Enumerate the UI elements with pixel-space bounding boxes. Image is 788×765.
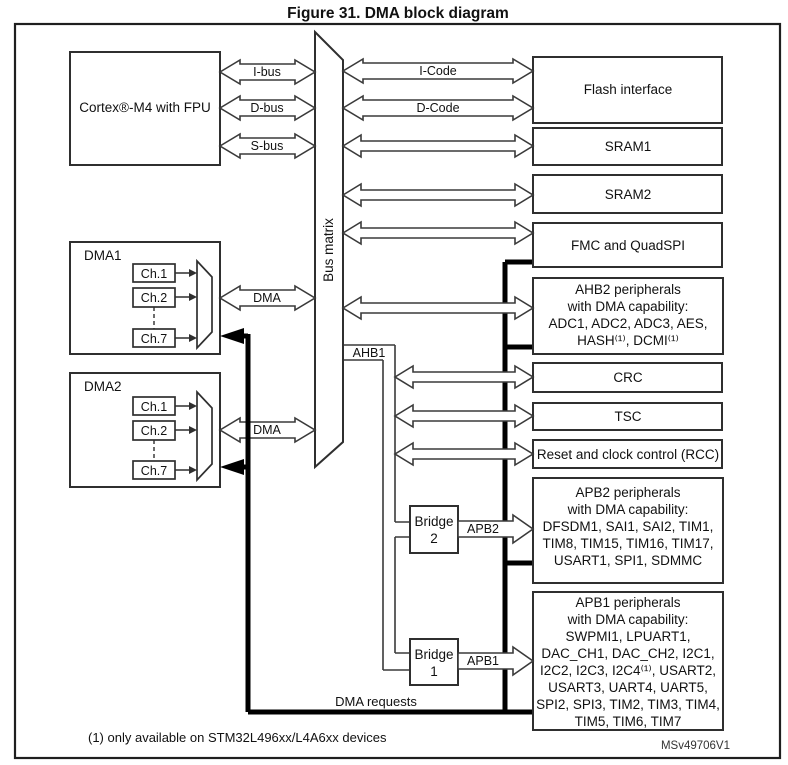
cortex-label: Cortex®-M4 with FPU	[79, 100, 211, 115]
ahb2-line-1: AHB2 peripherals	[575, 282, 681, 297]
fmc-arrow	[343, 222, 533, 244]
tsc-arrow	[395, 405, 533, 427]
apb1-line-1: APB1 peripherals	[575, 595, 681, 610]
sram1-arrow	[343, 135, 533, 157]
tsc-label: TSC	[614, 409, 642, 424]
dma-requests-left-trunk-line	[243, 334, 248, 712]
footnote: (1) only available on STM32L496xx/L4A6xx devices	[88, 730, 387, 745]
apb1-line-2: with DMA capability:	[567, 612, 689, 627]
icode-label: I-Code	[419, 64, 457, 78]
sbus-label: S-bus	[250, 139, 284, 153]
ahb2-line-3: ADC1, ADC2, ADC3, AES,	[548, 316, 708, 331]
apb1-arrow-label: APB1	[467, 654, 499, 668]
dma2-mux-shape	[197, 392, 212, 480]
dma2-ch2-label: Ch.2	[140, 424, 168, 438]
apb2-line-3: DFSDM1, SAI1, SAI2, TIM1,	[542, 519, 714, 534]
apb2-line-1: APB2 peripherals	[575, 485, 681, 500]
dma2-ch1-label: Ch.1	[140, 400, 168, 414]
bus-matrix-label: Bus matrix	[321, 218, 336, 282]
dma-requests-label: DMA requests	[335, 694, 417, 709]
dma1-label: DMA1	[84, 248, 122, 263]
flash-label: Flash interface	[583, 82, 673, 97]
rcc-arrow	[395, 443, 533, 465]
apb1-line-7: SPI2, SPI3, TIM2, TIM3, TIM4,	[536, 697, 720, 712]
apb2-line-4: TIM8, TIM15, TIM16, TIM17,	[542, 536, 714, 551]
sram2-label: SRAM2	[604, 187, 652, 202]
dma2-label: DMA2	[84, 379, 122, 394]
bridge1-label-1: Bridge	[414, 647, 454, 662]
watermark: MSv49706V1	[660, 740, 730, 752]
bridge2-label-2: 2	[430, 531, 438, 546]
dma2-bus-label: DMA	[253, 423, 281, 437]
apb1-line-8: TIM5, TIM6, TIM7	[574, 714, 682, 729]
apb1-line-4: DAC_CH1, DAC_CH2, I2C1,	[541, 646, 715, 661]
apb1-line-6: USART3, UART4, UART5,	[548, 680, 708, 695]
bridge1-label-2: 1	[430, 664, 438, 679]
ahb2-line-2: with DMA capability:	[567, 299, 689, 314]
dma-requests-trunk-line	[248, 262, 533, 712]
dma1-bus-label: DMA	[253, 291, 281, 305]
figure-title: Figure 31. DMA block diagram	[287, 5, 509, 22]
dma2-request-arrowhead	[220, 459, 244, 475]
bridge2-label-1: Bridge	[414, 514, 454, 529]
ahb2-line-4: HASH⁽¹⁾, DCMI⁽¹⁾	[577, 333, 679, 348]
ahb1-label: AHB1	[352, 346, 386, 360]
apb2-line-5: USART1, SPI1, SDMMC	[553, 553, 703, 568]
apb2-arrow-label: APB2	[467, 522, 499, 536]
dma1-ch2-label: Ch.2	[140, 291, 168, 305]
dma1-request-arrowhead	[220, 328, 244, 344]
dcode-label: D-Code	[416, 101, 460, 115]
sram1-label: SRAM1	[604, 139, 652, 154]
dma1-ch7-label: Ch.7	[140, 332, 168, 346]
ahb1-bus-line	[343, 345, 410, 670]
apb1-line-5: I2C2, I2C3, I2C4⁽¹⁾, USART2,	[540, 663, 716, 678]
ibus-label: I-bus	[253, 65, 281, 79]
rcc-label: Reset and clock control (RCC)	[536, 447, 720, 462]
crc-label: CRC	[613, 370, 643, 385]
apb1-line-3: SWPMI1, LPUART1,	[565, 629, 691, 644]
apb2-line-2: with DMA capability:	[567, 502, 689, 517]
crc-arrow	[395, 366, 533, 388]
dma1-ch1-label: Ch.1	[140, 267, 168, 281]
dma1-mux-shape	[197, 261, 212, 348]
fmc-label: FMC and QuadSPI	[570, 238, 686, 253]
dbus-label: D-bus	[250, 101, 284, 115]
sram2-arrow	[343, 184, 533, 206]
dma2-ch7-label: Ch.7	[140, 464, 168, 478]
